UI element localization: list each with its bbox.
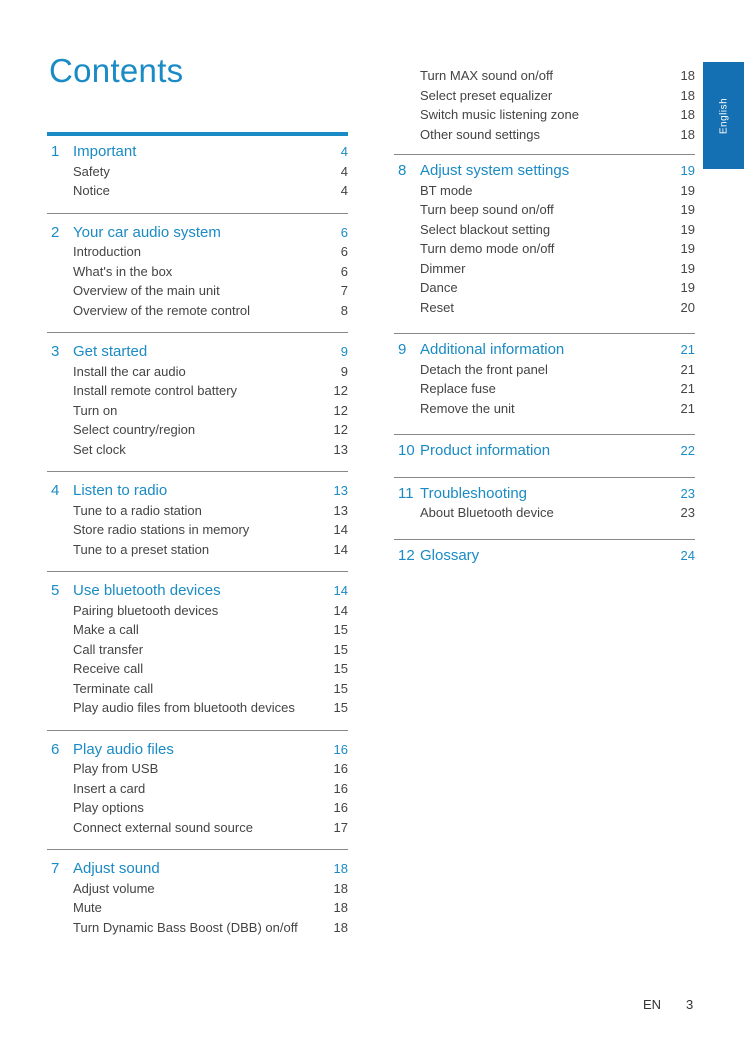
page-number: 4 bbox=[340, 144, 348, 159]
entry-label: Tune to a preset station bbox=[73, 541, 210, 557]
section-number: 9 bbox=[398, 341, 407, 358]
toc-entry[interactable] bbox=[394, 200, 695, 219]
entry-label: Terminate call bbox=[73, 680, 154, 696]
toc-entry[interactable] bbox=[47, 501, 348, 520]
toc-entry[interactable] bbox=[47, 898, 348, 917]
toc-entry[interactable] bbox=[47, 540, 348, 559]
section-title: Glossary bbox=[420, 546, 480, 564]
toc-entry[interactable] bbox=[394, 125, 695, 144]
toc-entry[interactable] bbox=[47, 242, 348, 261]
toc-entry[interactable] bbox=[394, 399, 695, 418]
toc-entry[interactable] bbox=[47, 798, 348, 817]
entry-label: Turn Dynamic Bass Boost (DBB) on/off bbox=[73, 919, 298, 935]
page-number: 14 bbox=[333, 583, 348, 598]
entry-label: Turn on bbox=[73, 402, 118, 418]
page-number: 14 bbox=[333, 602, 348, 618]
page-number: 22 bbox=[680, 443, 695, 458]
entry-label: BT mode bbox=[420, 182, 473, 198]
page-number: 15 bbox=[333, 661, 348, 676]
section-divider bbox=[47, 849, 348, 850]
section-divider bbox=[47, 471, 348, 472]
section-divider bbox=[394, 154, 695, 155]
page-number: 19 bbox=[680, 163, 695, 178]
entry-label: Overview of the main unit bbox=[73, 283, 220, 298]
entry-label: Adjust volume bbox=[73, 880, 155, 896]
toc-section-heading[interactable] bbox=[47, 859, 348, 878]
entry-label: Turn beep sound on/off bbox=[420, 202, 554, 217]
section-divider bbox=[394, 477, 695, 478]
page-number: 15 bbox=[333, 622, 348, 637]
page-number: 19 bbox=[680, 182, 695, 198]
toc-entry[interactable] bbox=[47, 640, 348, 659]
entry-label: Dance bbox=[420, 280, 458, 295]
page-number: 13 bbox=[333, 441, 348, 457]
section-divider bbox=[394, 434, 695, 435]
entry-label: Pairing bluetooth devices bbox=[73, 602, 219, 618]
section-title: Get started bbox=[73, 343, 148, 360]
entry-label: Make a call bbox=[73, 622, 139, 637]
page-number: 24 bbox=[680, 547, 695, 563]
entry-label: Insert a card bbox=[73, 780, 146, 796]
entry-label: Notice bbox=[73, 183, 110, 198]
entry-label: Remove the unit bbox=[420, 400, 515, 416]
section-title: Important bbox=[73, 143, 137, 160]
page-number: 18 bbox=[333, 880, 348, 896]
entry-label: Detach the front panel bbox=[420, 361, 548, 377]
section-number: 4 bbox=[51, 482, 60, 499]
page-number: 8 bbox=[340, 302, 348, 318]
toc-entry[interactable] bbox=[47, 420, 348, 439]
section-title: Troubleshooting bbox=[420, 484, 528, 502]
section-number: 5 bbox=[51, 582, 60, 599]
toc-section-heading[interactable] bbox=[394, 161, 695, 180]
toc-entry[interactable] bbox=[47, 620, 348, 639]
toc-top-rule bbox=[47, 132, 348, 136]
toc-entry[interactable] bbox=[47, 401, 348, 420]
entry-label: Receive call bbox=[73, 661, 144, 676]
entry-label: Play audio files from bluetooth devices bbox=[73, 700, 295, 715]
page-number: 18 bbox=[333, 861, 348, 876]
section-number: 11 bbox=[398, 484, 414, 502]
footer-page-number: 3 bbox=[686, 997, 694, 1012]
entry-label: Store radio stations in memory bbox=[73, 522, 250, 537]
page-number: 4 bbox=[340, 163, 348, 179]
toc-entry[interactable] bbox=[47, 301, 348, 320]
page-number: 21 bbox=[680, 342, 695, 357]
toc-section-heading[interactable] bbox=[47, 342, 348, 361]
section-number: 12 bbox=[398, 546, 415, 564]
entry-label: Tune to a radio station bbox=[73, 502, 202, 518]
section-title: Adjust sound bbox=[73, 860, 160, 877]
page-title: Contents bbox=[49, 52, 184, 89]
toc-entry[interactable] bbox=[394, 239, 695, 258]
entry-label: Install remote control battery bbox=[73, 383, 238, 398]
toc-entry[interactable] bbox=[47, 601, 348, 620]
page-number: 19 bbox=[680, 221, 695, 237]
toc-entry[interactable] bbox=[394, 66, 695, 85]
page-number: 21 bbox=[680, 400, 695, 416]
page-number: 16 bbox=[333, 741, 348, 757]
toc-entry[interactable] bbox=[47, 262, 348, 281]
toc-entry[interactable] bbox=[394, 105, 695, 124]
toc-entry[interactable] bbox=[47, 698, 348, 717]
page-number: 13 bbox=[333, 502, 348, 518]
page-number: 21 bbox=[680, 381, 695, 396]
page-number: 19 bbox=[680, 260, 695, 276]
entry-label: Replace fuse bbox=[420, 381, 496, 396]
section-title: Use bluetooth devices bbox=[73, 582, 221, 599]
entry-label: Select preset equalizer bbox=[420, 87, 553, 103]
page-number: 16 bbox=[333, 761, 348, 776]
toc-entry[interactable] bbox=[47, 818, 348, 837]
page-number: 18 bbox=[680, 87, 695, 103]
toc-entry[interactable] bbox=[47, 281, 348, 300]
toc-entry[interactable] bbox=[47, 779, 348, 798]
section-title: Play audio files bbox=[73, 740, 174, 758]
page-number: 9 bbox=[340, 363, 348, 379]
toc-entry[interactable] bbox=[394, 379, 695, 398]
section-number: 3 bbox=[51, 343, 60, 360]
page-number: 18 bbox=[680, 107, 695, 122]
toc-section-heading[interactable] bbox=[47, 581, 348, 600]
section-number: 8 bbox=[398, 162, 407, 179]
section-divider bbox=[394, 333, 695, 334]
toc-entry[interactable] bbox=[47, 918, 348, 937]
page-number: 19 bbox=[680, 202, 695, 217]
language-tab-label: English bbox=[718, 97, 729, 134]
page-number: 6 bbox=[340, 244, 348, 259]
section-divider bbox=[47, 571, 348, 572]
section-divider bbox=[47, 730, 348, 731]
language-tab bbox=[703, 62, 744, 169]
entry-label: Reset bbox=[420, 299, 454, 315]
toc-entry[interactable] bbox=[47, 659, 348, 678]
page-number: 14 bbox=[333, 541, 348, 557]
entry-label: Dimmer bbox=[420, 260, 466, 276]
toc-entry[interactable] bbox=[47, 440, 348, 459]
entry-label: Install the car audio bbox=[73, 363, 186, 379]
page-number: 4 bbox=[340, 183, 348, 198]
section-title: Product information bbox=[420, 442, 551, 459]
toc-section-heading[interactable] bbox=[47, 223, 348, 242]
toc-entry[interactable] bbox=[394, 259, 695, 278]
footer-language: EN bbox=[643, 997, 662, 1012]
page-number: 20 bbox=[680, 299, 695, 315]
page-number: 12 bbox=[333, 402, 348, 418]
page-number: 6 bbox=[340, 263, 348, 279]
entry-label: Turn demo mode on/off bbox=[420, 241, 555, 256]
toc-entry[interactable] bbox=[394, 220, 695, 239]
entry-label: Other sound settings bbox=[420, 126, 540, 142]
entry-label: Turn MAX sound on/off bbox=[420, 68, 553, 83]
section-title: Your car audio system bbox=[73, 223, 221, 241]
page-number: 18 bbox=[680, 126, 695, 142]
page-number: 12 bbox=[333, 422, 348, 437]
section-title: Listen to radio bbox=[73, 482, 168, 499]
entry-label: Mute bbox=[73, 900, 102, 915]
toc-entry[interactable] bbox=[394, 298, 695, 317]
toc-entry[interactable] bbox=[394, 278, 695, 297]
toc-entry[interactable] bbox=[47, 381, 348, 400]
toc-section-heading[interactable] bbox=[394, 484, 695, 503]
page-number: 23 bbox=[680, 505, 695, 520]
section-divider bbox=[394, 539, 695, 540]
section-number: 1 bbox=[51, 143, 60, 160]
toc-section-heading[interactable] bbox=[47, 481, 348, 500]
toc-entry[interactable] bbox=[394, 86, 695, 105]
page-number: 7 bbox=[340, 283, 348, 298]
page-number: 15 bbox=[333, 641, 348, 657]
entry-label: Overview of the remote control bbox=[73, 302, 251, 318]
page-number: 15 bbox=[333, 680, 348, 696]
section-divider bbox=[47, 332, 348, 333]
page-number: 18 bbox=[680, 68, 695, 83]
page-number: 13 bbox=[333, 483, 348, 498]
page-number: 23 bbox=[680, 485, 695, 501]
entry-label: Select blackout setting bbox=[420, 221, 551, 237]
page-number: 19 bbox=[680, 280, 695, 295]
toc-entry[interactable] bbox=[47, 879, 348, 898]
entry-label: Connect external sound source bbox=[73, 819, 253, 835]
toc-entry[interactable] bbox=[47, 162, 348, 181]
page-number: 6 bbox=[340, 224, 348, 240]
toc-section-heading[interactable] bbox=[394, 441, 695, 460]
entry-label: Play options bbox=[73, 800, 144, 815]
page-number: 16 bbox=[333, 800, 348, 815]
page-number: 14 bbox=[333, 522, 348, 537]
page-number: 18 bbox=[333, 900, 348, 915]
section-number: 2 bbox=[51, 223, 60, 241]
toc-entry[interactable] bbox=[47, 362, 348, 381]
section-divider bbox=[47, 213, 348, 214]
entry-label: Safety bbox=[73, 163, 110, 179]
page-number: 18 bbox=[333, 919, 348, 935]
entry-label: Set clock bbox=[73, 441, 126, 457]
section-title: Additional information bbox=[420, 341, 565, 358]
entry-label: What's in the box bbox=[73, 263, 173, 279]
entry-label: Switch music listening zone bbox=[420, 107, 579, 122]
toc-entry[interactable] bbox=[394, 181, 695, 200]
entry-label: Select country/region bbox=[73, 422, 196, 437]
entry-label: About Bluetooth device bbox=[420, 505, 554, 520]
section-number: 10 bbox=[398, 442, 415, 459]
toc-section-heading[interactable] bbox=[47, 142, 348, 161]
section-number: 7 bbox=[51, 860, 60, 877]
entry-label: Introduction bbox=[73, 244, 141, 259]
section-title: Adjust system settings bbox=[420, 162, 570, 179]
page-number: 15 bbox=[333, 700, 348, 715]
toc-section-heading[interactable] bbox=[394, 546, 695, 565]
toc-section-heading[interactable] bbox=[394, 340, 695, 359]
toc-entry[interactable] bbox=[394, 503, 695, 522]
page-number: 9 bbox=[340, 344, 348, 359]
toc-entry[interactable] bbox=[47, 759, 348, 778]
page-number: 16 bbox=[333, 780, 348, 796]
toc-entry[interactable] bbox=[47, 520, 348, 539]
entry-label: Call transfer bbox=[73, 641, 144, 657]
page-number: 19 bbox=[680, 241, 695, 256]
toc-entry[interactable] bbox=[47, 181, 348, 200]
page-number: 17 bbox=[333, 819, 348, 835]
toc-entry[interactable] bbox=[394, 360, 695, 379]
toc-entry[interactable] bbox=[47, 679, 348, 698]
entry-label: Play from USB bbox=[73, 761, 159, 776]
page-number: 12 bbox=[333, 383, 348, 398]
section-number: 6 bbox=[51, 740, 60, 758]
toc-section-heading[interactable] bbox=[47, 740, 348, 759]
page-number: 21 bbox=[680, 361, 695, 377]
